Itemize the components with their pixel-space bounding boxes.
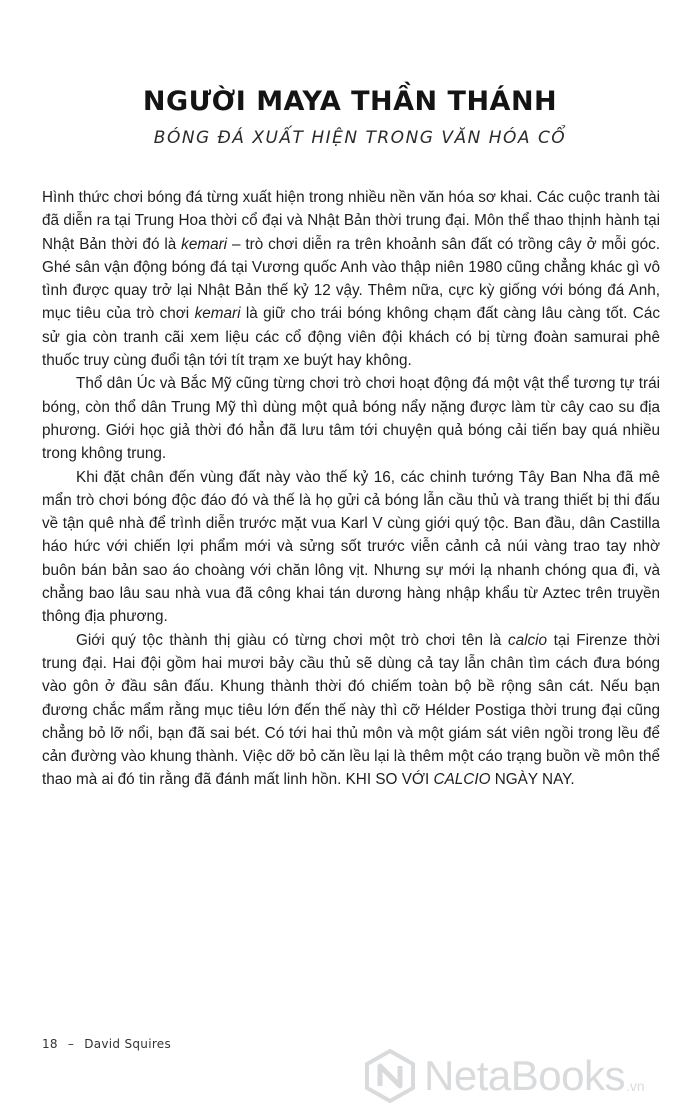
- paragraph-1: Hình thức chơi bóng đá từng xuất hiện trong nhiều nền văn hóa sơ khai. Các cuộc tranh tài đã diễn ra tại Trung Hoa thời cổ đại và Nhật Bản thời trung đại. Môn thể thao thịnh hành tại Nhật Bản thời đó là kemari – trò chơi diễn ra trên khoảnh sân đất có trồng cây ở mỗi góc. Ghé sân vận động bóng đá tại Vương quốc Anh vào thập niên 1980 cũng chẳng khác gì vô tình được quay trở lại Nhật Bản thế kỷ 12 vậy. Thêm nữa, cực kỳ giống với bóng đá Anh, mục tiêu của trò chơi kemari là giữ cho trái bóng không chạm đất càng lâu càng tốt. Các sử gia còn tranh cãi xem liệu các cổ động viên đội khách có bị từng đoàn samurai phê thuốc truy cùng đuổi tận tới tít trạm xe buýt hay không.: [42, 189, 661, 370]
- term-calcio: CALCIO: [433, 771, 491, 789]
- paragraph-2: Thổ dân Úc và Bắc Mỹ cũng từng chơi trò chơi hoạt động đá một vật thể tương tự trái bóng, còn thổ dân Trung Mỹ thì dùng một quả bóng nẩy nặng được làm từ cây cao su địa phương. Giới học giả thời đó hẳn đã lưu tâm tới chuyện quả bóng cải tiến bay quá nhiều trong không trung.: [42, 375, 660, 463]
- term-kemari: kemari: [194, 305, 241, 323]
- watermark: [362, 1046, 692, 1106]
- term-kemari: kemari: [181, 235, 228, 253]
- chapter-title: NGƯỜI MAYA THẦN THÁNH: [142, 86, 558, 117]
- page-number: 18: [42, 1037, 58, 1051]
- paragraph-4: Giới quý tộc thành thị giàu có từng chơi một trò chơi tên là calcio tại Firenze thời trung đại. Hai đội gồm hai mươi bảy cầu thủ sẽ dùng cả tay lẫn chân tìm cách đưa bóng vào gôn ở đầu sân đấu. Khung thành thời đó chiếm toàn bộ bề rộng sân cát. Nếu bạn đương chắc mẩm rằng mục tiêu lớn đến thế này thì cỡ Hélder Postiga thời trung đại cũng chẳng bỏ lỡ nổi, bạn đã sai bét. Có tới hai thủ môn và một giám sát viên ngồi trong lều để cản đường vào khung thành. Việc dỡ bỏ căn lều lại là thêm một cáo trạng buồn về môn thể thao mà ai đó tin rằng đã đánh mất linh hồn. KHI SO VỚI CALCIO NGÀY NAY.: [42, 631, 660, 789]
- netabooks-logo-icon: [362, 1048, 418, 1104]
- term-calcio: calcio: [507, 631, 548, 649]
- author-name: David Squires: [84, 1037, 172, 1051]
- chapter-subtitle: BÓNG ĐÁ XUẤT HIỆN TRONG VĂN HÓA CỔ: [153, 128, 567, 148]
- footer-separator: –: [67, 1037, 75, 1051]
- page-footer: [42, 1037, 171, 1051]
- paragraph-3: Khi đặt chân đến vùng đất này vào thế kỷ 16, các chinh tướng Tây Ban Nha đã mê mẩn trò chơi bóng độc đáo đó và thế là họ gửi cả bóng lẫn cầu thủ và trang thiết bị thi đấu về tận quê nhà để trình diễn trước mặt vua Karl V cùng giới quý tộc. Ban đầu, dân Castilla háo hức với chiến lợi phẩm mới và sửng sốt trước viễn cảnh cả núi vàng trao tay nhờ buôn bán bản sao áo choàng với chăn lông vịt. Nhưng sự mới lạ nhanh chóng qua đi, và chẳng bao lâu sau nhà vua đã công khai tán dương hàng nhập khẩu từ Aztec trên truyền thông địa phương.: [42, 468, 660, 626]
- watermark-ext: .vn: [625, 1078, 645, 1094]
- body-text: [42, 186, 660, 792]
- watermark-brand: NetaBooks: [424, 1052, 625, 1099]
